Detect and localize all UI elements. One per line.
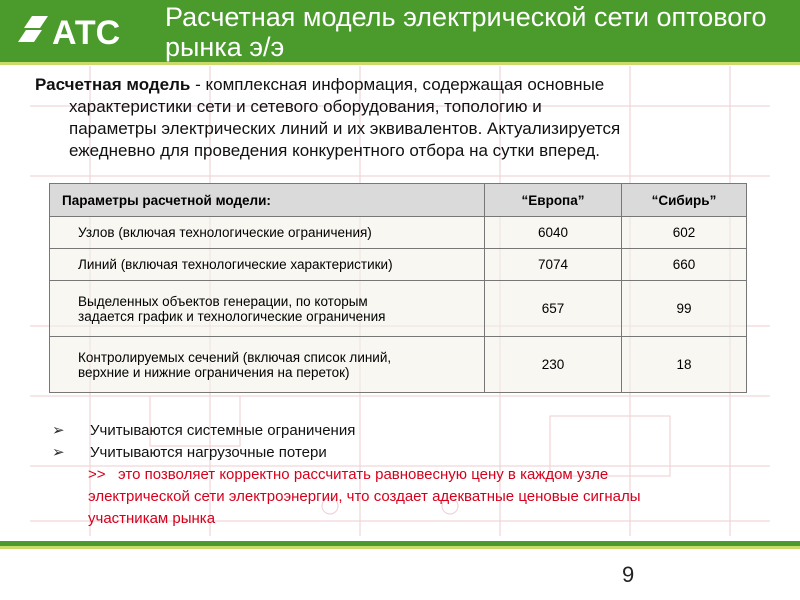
header-siberia: “Сибирь” xyxy=(622,184,747,217)
intro-text-line-2: характеристики сети и сетевого оборудования, топологию и xyxy=(69,97,542,116)
row-label xyxy=(50,281,485,337)
conclusion-line-3: участникам рынка xyxy=(88,510,216,527)
conclusion-text-1: это позволяет корректно рассчитать равновесную цену в каждом узле xyxy=(118,466,609,483)
conclusion-line-1 xyxy=(52,464,772,486)
row-label-line-1: Выделенных объектов генерации, по которым xyxy=(78,293,368,309)
siberia-value: 99 xyxy=(622,281,747,337)
intro-lead-term: Расчетная модель xyxy=(35,75,191,94)
arrow-bullet-icon: ➢ xyxy=(52,422,65,439)
intro-text-line-4: ежедневно для проведения конкурентного отбора на сутки вперед. xyxy=(69,141,600,160)
intro-text-line-3: параметры электрических линий и их эквивалентов. Актуализируется xyxy=(69,119,621,138)
header-europe: “Европа” xyxy=(485,184,622,217)
siberia-value: 18 xyxy=(622,337,747,393)
siberia-value: 602 xyxy=(622,217,747,249)
europe-value: 657 xyxy=(485,281,622,337)
europe-value: 230 xyxy=(485,337,622,393)
row-label xyxy=(50,337,485,393)
table-header-row xyxy=(50,184,747,217)
bullet-text: Учитываются нагрузочные потери xyxy=(90,444,327,461)
row-label: Линий (включая технологические характеристики) xyxy=(50,249,485,281)
europe-value: 6040 xyxy=(485,217,622,249)
row-label-line-2: задается график и технологические ограничения xyxy=(78,308,386,324)
slide-title: Расчетная модель электрической сети оптового рынка э/э xyxy=(165,2,767,62)
table-row xyxy=(50,217,747,249)
conclusion-line-2: электрической сети электроэнергии, что создает адекватные ценовые сигналы xyxy=(88,488,641,505)
table-row xyxy=(50,249,747,281)
header-bar xyxy=(0,0,800,62)
bullet-text: Учитываются системные ограничения xyxy=(90,422,356,439)
conclusion-marker: >> xyxy=(88,466,106,483)
page-number: 9 xyxy=(622,562,635,587)
table-row xyxy=(50,281,747,337)
bullet-item xyxy=(52,442,772,464)
arrow-bullet-icon: ➢ xyxy=(52,444,65,461)
siberia-value: 660 xyxy=(622,249,747,281)
bullet-item xyxy=(52,420,772,442)
intro-paragraph xyxy=(35,74,755,162)
header-parameters: Параметры расчетной модели: xyxy=(50,184,485,217)
row-label: Узлов (включая технологические ограничения) xyxy=(50,217,485,249)
footer-yellow-stripe xyxy=(0,546,800,549)
header-accent-stripe xyxy=(0,62,800,65)
europe-value: 7074 xyxy=(485,249,622,281)
model-parameters-table xyxy=(49,183,747,393)
ats-logo xyxy=(18,10,158,50)
intro-text-line-1: - комплексная информация, содержащая основные xyxy=(190,75,605,94)
logo-text: АТС xyxy=(52,14,121,50)
row-label-line-1: Контролируемых сечений (включая список линий, xyxy=(78,349,392,365)
row-label-line-2: верхние и нижние ограничения на переток) xyxy=(78,364,350,380)
table-row xyxy=(50,337,747,393)
bullet-list xyxy=(52,420,772,530)
